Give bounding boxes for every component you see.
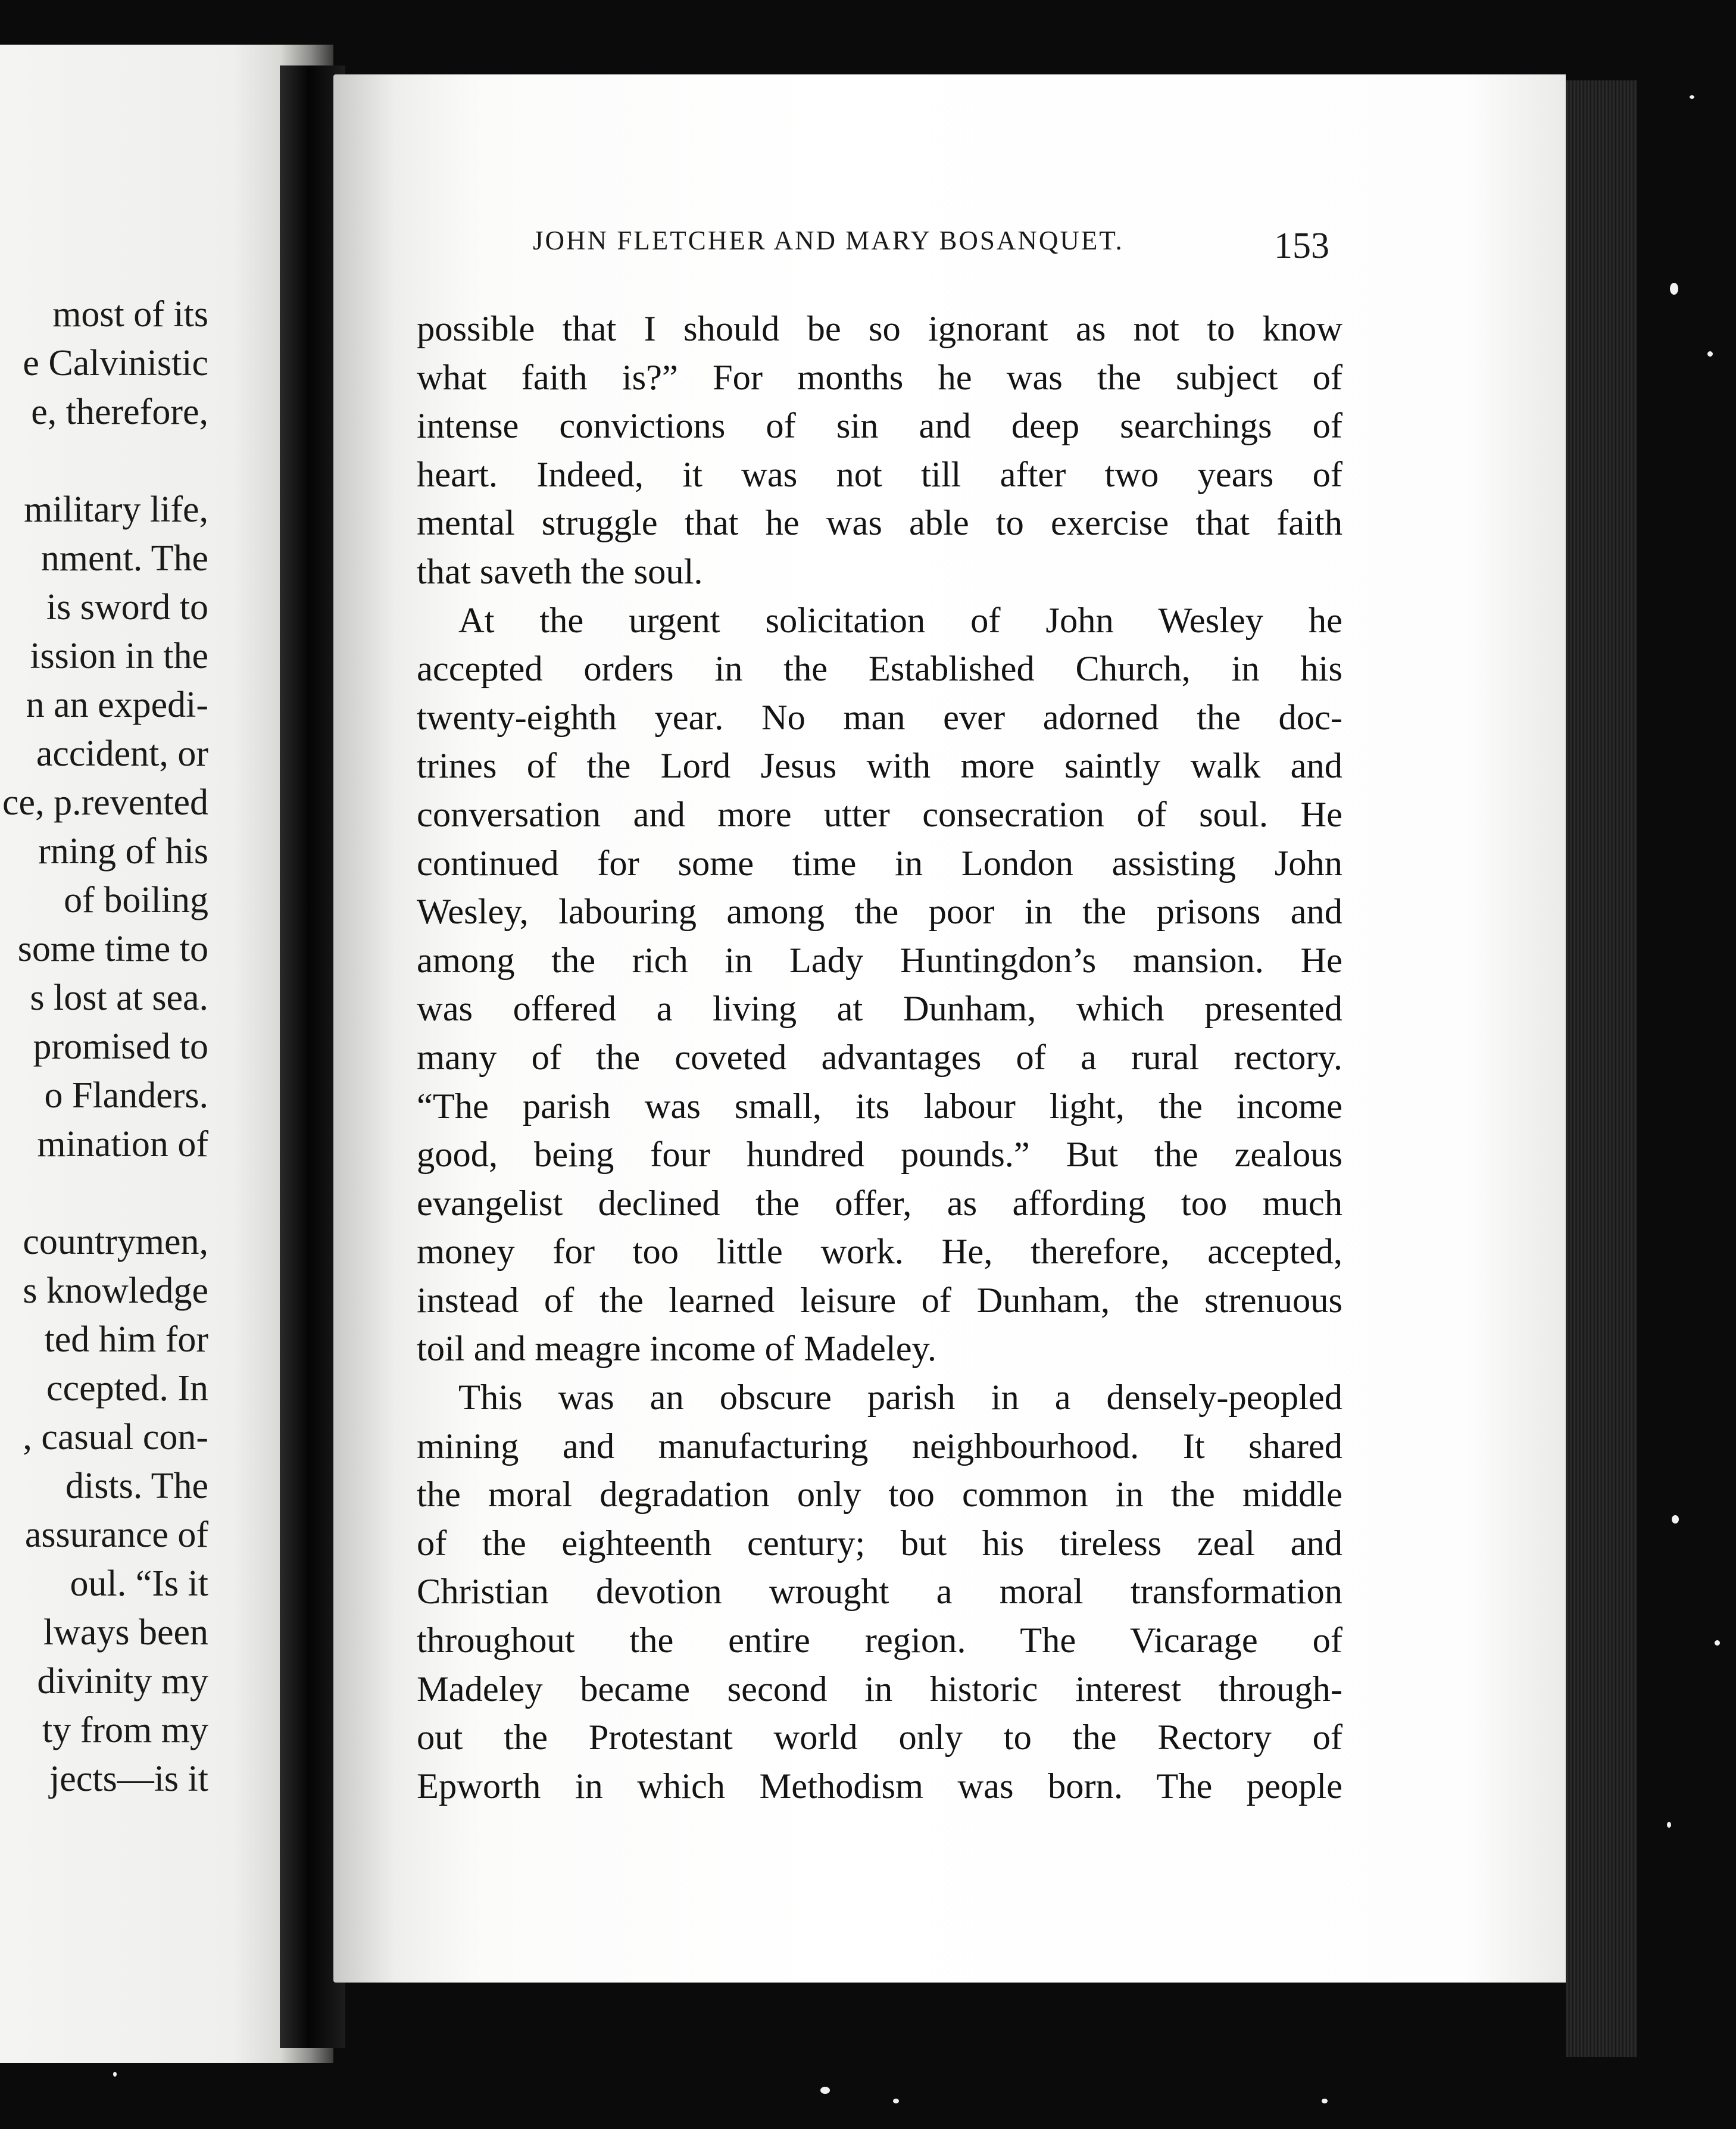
left-line: nment. The — [40, 538, 208, 579]
left-line: divinity my — [37, 1661, 208, 1702]
left-line: ission in the — [30, 636, 208, 676]
left-line: assurance of — [24, 1515, 208, 1555]
text-line: trines of the Lord Jesus with more saintly walk and — [417, 746, 1342, 786]
left-line — [0, 436, 208, 485]
left-line — [0, 1169, 208, 1218]
running-head: JOHN FLETCHER AND MARY BOSANQUET. — [533, 226, 1124, 255]
left-line: s lost at sea. — [30, 978, 208, 1018]
text-line: of the eighteenth century; but his tireless zeal and — [417, 1523, 1342, 1563]
text-line: toil and meagre income of Madeley. — [417, 1329, 936, 1369]
left-line: , casual con- — [23, 1417, 208, 1457]
dust-speck — [1670, 283, 1678, 295]
left-line: of boiling — [64, 880, 208, 920]
dust-speck — [1667, 1822, 1671, 1828]
left-line: promised to — [33, 1026, 208, 1067]
left-line: e Calvinistic — [23, 343, 208, 383]
text-line: money for too little work. He, therefore, accepted, — [417, 1232, 1342, 1272]
left-line: accident, or — [36, 733, 208, 774]
dust-speck — [1690, 95, 1694, 99]
dust-speck — [1707, 351, 1713, 357]
left-line: ty from my — [42, 1710, 208, 1750]
dust-speck — [1672, 1515, 1679, 1524]
text-line: accepted orders in the Established Church, in his — [417, 649, 1342, 689]
text-line: many of the coveted advantages of a rural rectory. — [417, 1037, 1342, 1078]
text-line: Madeley became second in historic interest through- — [417, 1669, 1342, 1709]
left-line: n an expedi- — [26, 685, 208, 725]
dust-speck — [893, 2099, 899, 2103]
text-line: This was an obscure parish in a densely-peopled — [458, 1378, 1342, 1418]
text-line: instead of the learned leisure of Dunham, the strenuous — [417, 1280, 1342, 1321]
text-line: what faith is?” For months he was the subject of — [417, 357, 1342, 398]
left-line: ce, p.revented — [2, 782, 208, 823]
text-line: good, being four hundred pounds.” But the zealous — [417, 1135, 1342, 1175]
text-line: mental struggle that he was able to exercise that faith — [417, 503, 1342, 544]
left-line: rning of his — [38, 831, 208, 872]
dust-speck — [1715, 1640, 1720, 1646]
left-line: some time to — [17, 929, 208, 969]
text-line: At the urgent solicitation of John Wesley he — [458, 600, 1342, 641]
body-text — [417, 305, 1342, 1810]
dust-speck — [820, 2087, 830, 2094]
text-line: “The parish was small, its labour light, the income — [417, 1086, 1342, 1126]
left-line: lways been — [43, 1612, 208, 1653]
text-line: possible that I should be so ignorant as not to know — [417, 309, 1342, 349]
left-page-text — [0, 290, 208, 1803]
left-line: most of its — [52, 294, 208, 335]
text-line: the moral degradation only too common in the middle — [417, 1475, 1342, 1515]
text-line: mining and manufacturing neighbourhood. It shared — [417, 1426, 1342, 1466]
text-line: among the rich in Lady Huntingdon’s mansion. He — [417, 940, 1342, 981]
left-line: dists. The — [65, 1466, 208, 1506]
left-line: mination of — [37, 1124, 208, 1165]
text-line: conversation and more utter consecration of soul. He — [417, 794, 1342, 835]
dust-speck — [113, 2072, 117, 2077]
page-edge — [1566, 80, 1637, 2057]
text-line: evangelist declined the offer, as affording too much — [417, 1183, 1342, 1223]
text-line: twenty-eighth year. No man ever adorned the doc- — [417, 697, 1342, 738]
left-line: oul. “Is it — [70, 1563, 208, 1604]
text-line: out the Protestant world only to the Rectory of — [417, 1718, 1342, 1758]
left-line: countrymen, — [23, 1222, 208, 1262]
dust-speck — [1322, 2099, 1328, 2103]
left-line: o Flanders. — [44, 1075, 208, 1116]
text-line: heart. Indeed, it was not till after two years of — [417, 454, 1342, 495]
left-line: ccepted. In — [46, 1368, 208, 1409]
left-line: jects—is it — [49, 1759, 208, 1799]
text-line: continued for some time in London assisting John — [417, 843, 1342, 884]
left-line: ted him for — [44, 1319, 208, 1360]
text-line: was offered a living at Dunham, which presented — [417, 989, 1342, 1029]
text-line: throughout the entire region. The Vicarage of — [417, 1621, 1342, 1661]
text-line: Epworth in which Methodism was born. The people — [417, 1766, 1342, 1806]
left-line: e, therefore, — [31, 392, 208, 432]
text-line: Christian devotion wrought a moral transformation — [417, 1572, 1342, 1612]
left-line: is sword to — [46, 587, 208, 628]
left-line: military life, — [24, 489, 208, 530]
text-line: Wesley, labouring among the poor in the prisons and — [417, 892, 1342, 932]
text-line: that saveth the soul. — [417, 551, 703, 592]
text-line: intense convictions of sin and deep searchings of — [417, 406, 1342, 447]
page-number: 153 — [1274, 226, 1329, 266]
left-line: s knowledge — [23, 1270, 208, 1311]
